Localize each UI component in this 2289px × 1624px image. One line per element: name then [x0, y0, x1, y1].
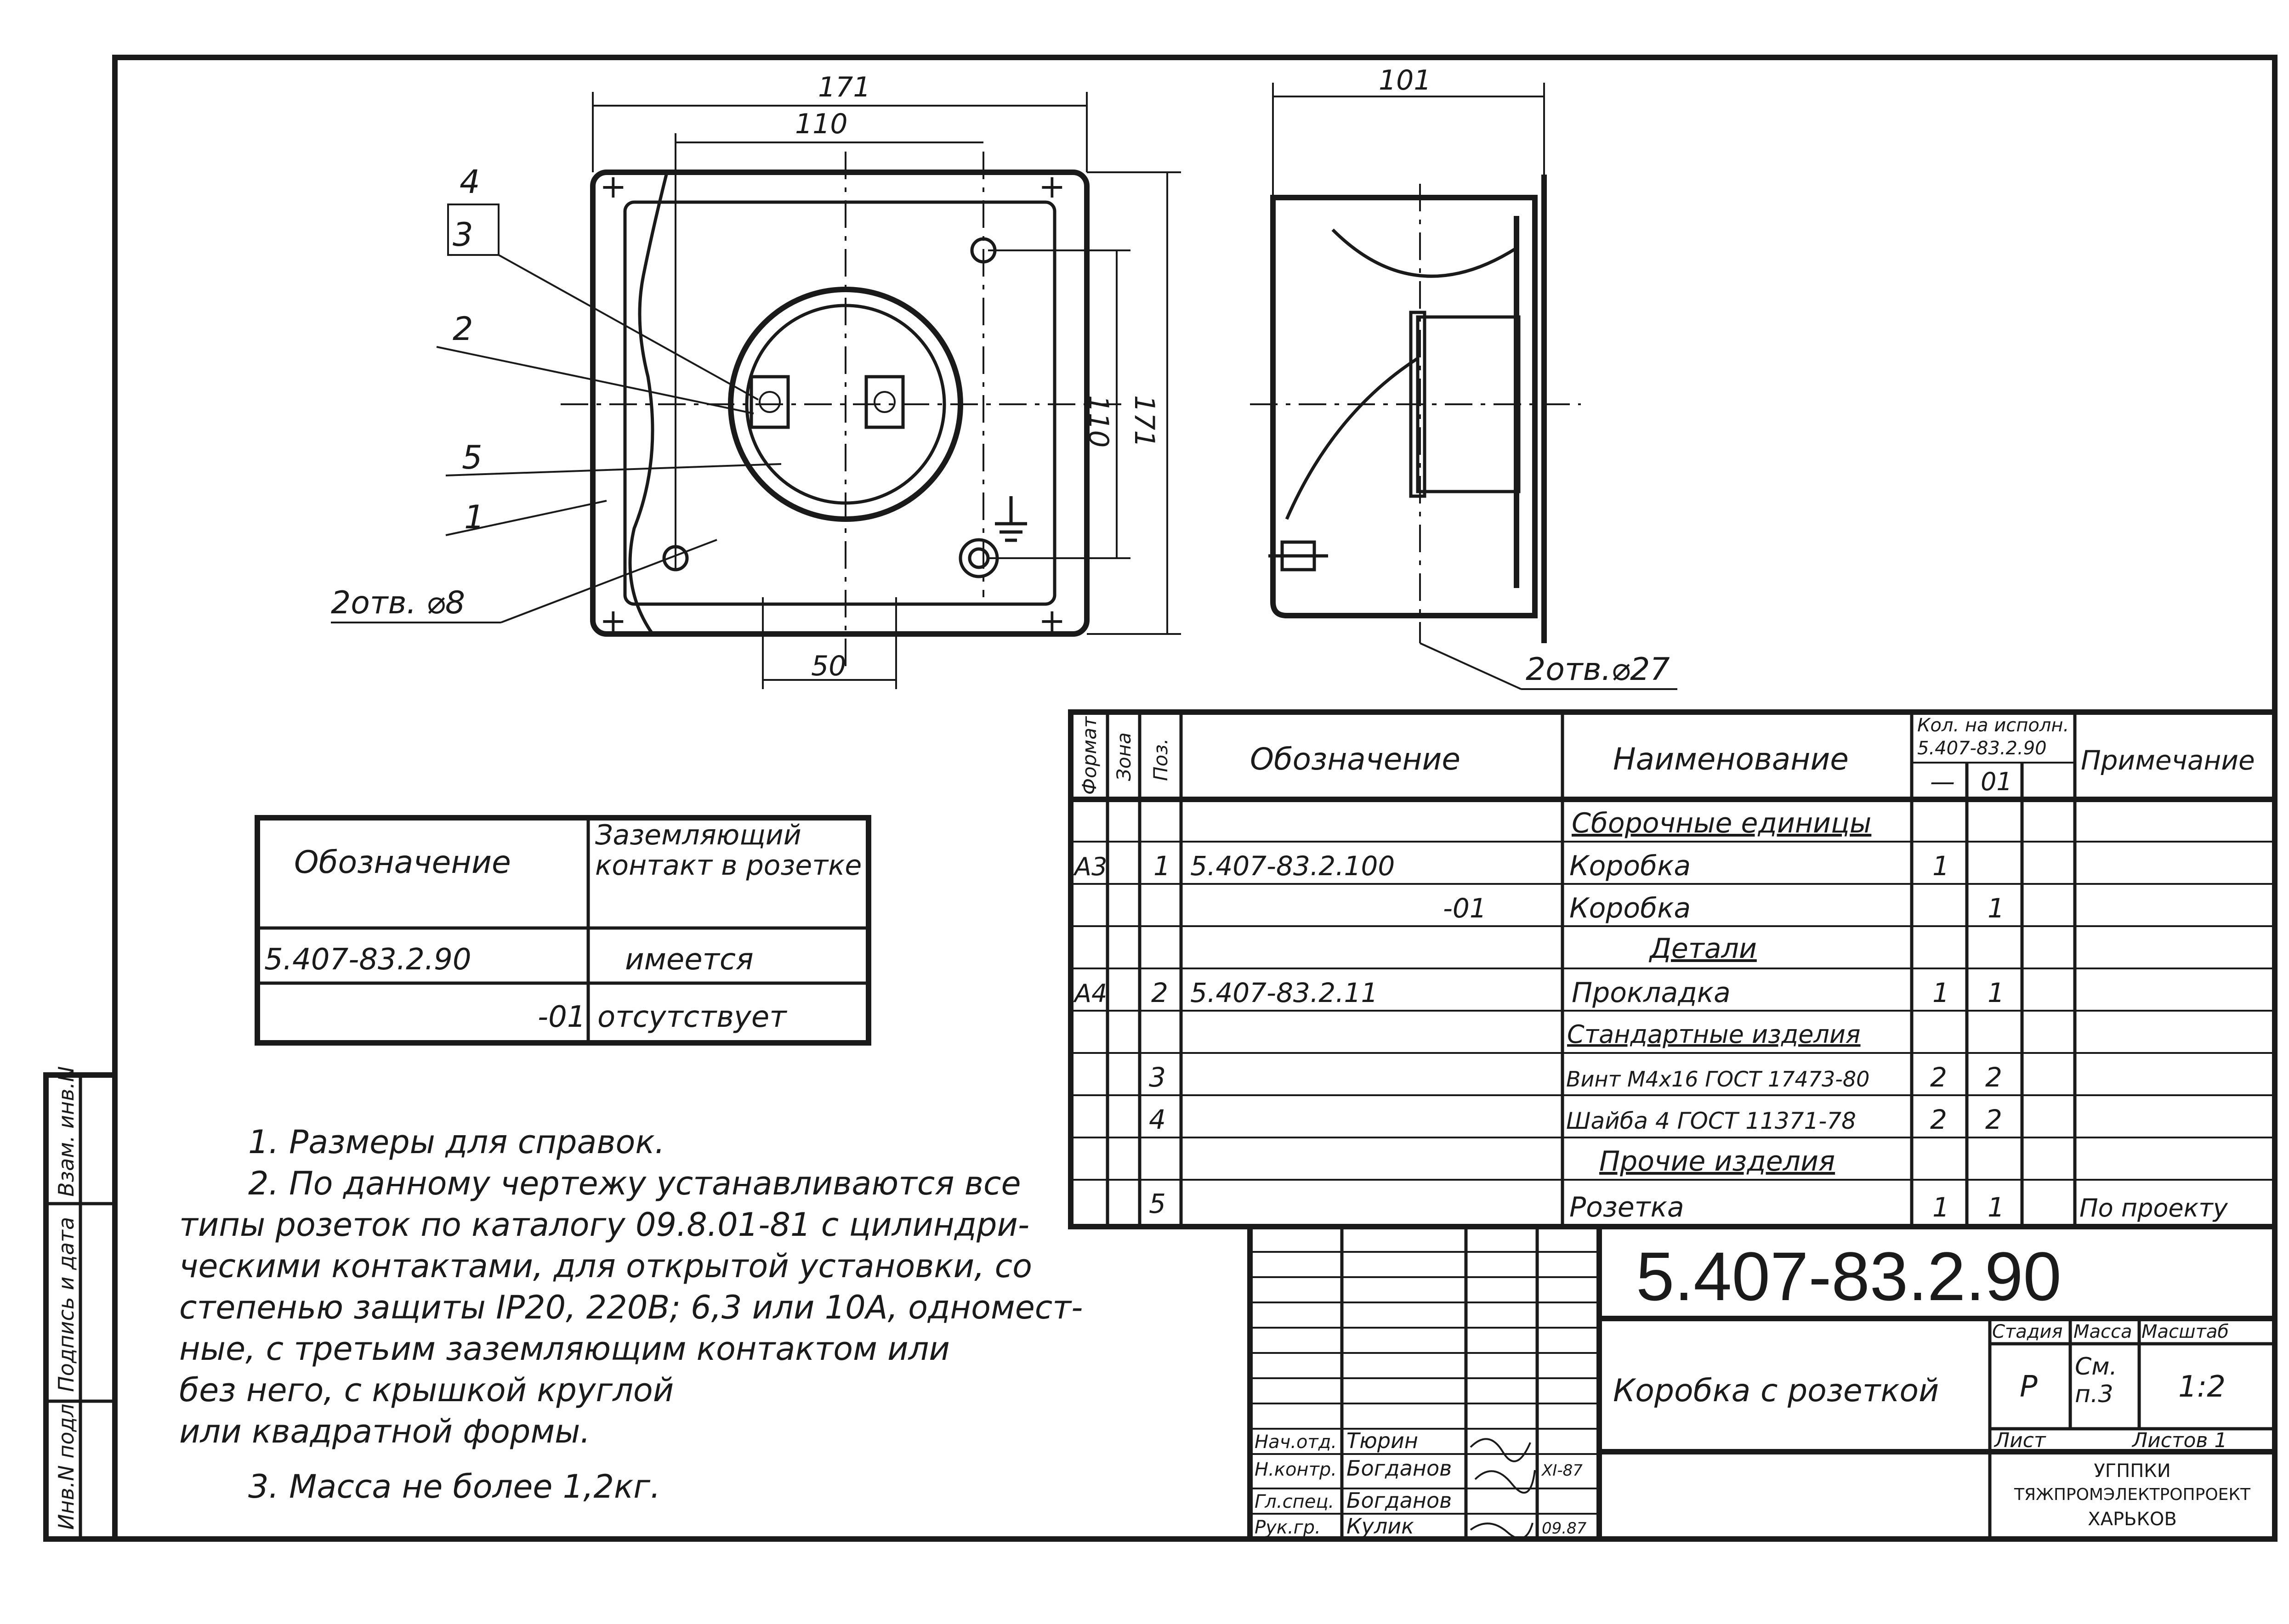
- callout-3: 3: [453, 216, 473, 254]
- spec-row-6-q2: 2: [1985, 1062, 2002, 1093]
- spec-row-2-name: Коробка: [1569, 892, 1691, 924]
- spec-section-other: Прочие изделия: [1599, 1145, 1835, 1177]
- spec-row-9-note: По проекту: [2079, 1194, 2228, 1222]
- spec-row-1-name: Коробка: [1569, 850, 1691, 882]
- spec-row-4-q2: 1: [1988, 977, 2005, 1008]
- dim-overall-height: 171: [1128, 395, 1160, 448]
- spec-row-9-q1: 1: [1932, 1192, 1949, 1223]
- mass-value: См. п.3: [2075, 1353, 2118, 1408]
- note-line-7: без него, с крышкой круглой: [179, 1371, 674, 1409]
- hole-note-side: 2отв.⌀27: [1526, 651, 1670, 688]
- callout-2: 2: [453, 310, 473, 348]
- callouts: [331, 163, 781, 622]
- org-line-3: ХАРЬКОВ: [2088, 1509, 2177, 1530]
- spec-row-7-pos: 4: [1149, 1104, 1166, 1135]
- spec-header-qty-col1: —: [1930, 767, 1955, 796]
- hole-note-front: 2отв. ⌀8: [331, 585, 465, 621]
- spec-row-6-pos: 3: [1149, 1062, 1166, 1093]
- svg-text:+: +: [1039, 168, 1066, 205]
- spec-row-4-format: А4: [1074, 979, 1108, 1008]
- note-line-2: 2. По данному чертежу устанавливаются все: [248, 1165, 1021, 1202]
- spec-row-9-q2: 1: [1988, 1192, 2005, 1223]
- stage-value: Р: [2020, 1370, 2038, 1404]
- spec-row-2-q2: 1: [1988, 893, 2005, 924]
- stamp-signature-date: Подпись и дата: [54, 1217, 79, 1392]
- sig-name-4: Кулик: [1346, 1514, 1414, 1539]
- note-line-9: 3. Масса не более 1,2кг.: [248, 1468, 661, 1505]
- stamp-inv-no: Инв.N подл.: [54, 1397, 79, 1530]
- variants-table: [257, 818, 869, 1043]
- document-title: Коробка с розеткой: [1613, 1373, 1939, 1409]
- variants-row-1-contact: имеется: [625, 943, 754, 977]
- note-line-6: ные, с третьим заземляющим контактом или: [179, 1330, 950, 1368]
- note-line-8: или квадратной формы.: [179, 1413, 591, 1450]
- spec-header-zone: Зона: [1113, 732, 1135, 781]
- spec-section-assemblies: Сборочные единицы: [1572, 807, 1872, 839]
- spec-row-6-q1: 2: [1930, 1062, 1947, 1093]
- spec-row-4-name: Прокладка: [1572, 977, 1731, 1009]
- variants-header-designation: Обозначение: [294, 844, 511, 881]
- sig-role-4: Рук.гр.: [1255, 1517, 1321, 1538]
- dim-offset: 50: [811, 650, 846, 682]
- spec-header-note: Примечание: [2081, 745, 2255, 776]
- spec-row-4-designation: 5.407-83.2.11: [1190, 977, 1378, 1008]
- spec-row-2-designation: -01: [1443, 893, 1487, 924]
- sig-date-2: XI-87: [1542, 1461, 1583, 1480]
- spec-header-name: Наименование: [1613, 741, 1849, 777]
- spec-section-details: Детали: [1650, 933, 1757, 965]
- org-line-2: ТЯЖПРОМЭЛЕКТРОПРОЕКТ: [2014, 1485, 2250, 1504]
- spec-header-format: Формат: [1078, 716, 1101, 795]
- note-line-1: 1. Размеры для справок.: [248, 1123, 665, 1161]
- org-line-1: УГППКИ: [2094, 1460, 2171, 1482]
- side-view-dimensions: [1273, 64, 1677, 689]
- stage-label: Стадия: [1992, 1321, 2063, 1342]
- svg-text:+: +: [1039, 602, 1066, 639]
- spec-row-1-q1: 1: [1932, 850, 1949, 882]
- note-line-5: степенью защиты IP20, 220В; 6,3 или 10А, одномест-: [179, 1289, 1083, 1326]
- front-view-dimensions: [593, 71, 1181, 689]
- spec-header-qty: Кол. на исполн.: [1917, 715, 2069, 736]
- spec-header-qty-col2: 01: [1981, 767, 2012, 796]
- svg-text:+: +: [600, 602, 627, 639]
- scale-label: Масштаб: [2141, 1321, 2229, 1342]
- spec-row-4-pos: 2: [1151, 977, 1168, 1008]
- callout-4: 4: [460, 163, 480, 201]
- dim-hole-spacing-h: 110: [795, 108, 848, 140]
- mass-label: Масса: [2073, 1321, 2132, 1342]
- callout-1: 1: [464, 498, 485, 536]
- sig-role-1: Нач.отд.: [1255, 1432, 1337, 1453]
- spec-row-4-q1: 1: [1932, 977, 1949, 1008]
- spec-row-7-q1: 2: [1930, 1104, 1947, 1135]
- spec-header-qty-code: 5.407-83.2.90: [1917, 738, 2047, 759]
- spec-table: [1071, 712, 2275, 1227]
- variants-row-2-contact: отсутствует: [597, 1000, 787, 1034]
- document-code: 5.407-83.2.90: [1636, 1238, 2062, 1315]
- front-view: [561, 152, 1121, 666]
- notes: [179, 1123, 1083, 1505]
- sig-role-2: Н.контр.: [1255, 1459, 1337, 1480]
- variants-header-contact: Заземляющий контакт в розетке: [595, 820, 862, 882]
- sig-name-1: Тюрин: [1346, 1428, 1418, 1453]
- sheets-label: Листов 1: [2132, 1429, 2227, 1452]
- sig-name-2: Богданов: [1346, 1456, 1452, 1481]
- dim-depth: 101: [1379, 64, 1431, 96]
- side-view: [1250, 175, 1581, 643]
- variants-row-2-designation: -01: [538, 1000, 586, 1034]
- dim-overall-width: 171: [818, 71, 871, 103]
- stamp-replace-inv: Взам. инв.N: [54, 1066, 79, 1197]
- scale-value: 1:2: [2178, 1370, 2226, 1404]
- spec-row-1-designation: 5.407-83.2.100: [1190, 850, 1395, 882]
- spec-row-9-name: Розетка: [1569, 1191, 1684, 1223]
- spec-row-1-pos: 1: [1153, 850, 1170, 882]
- sig-role-3: Гл.спец.: [1255, 1491, 1335, 1512]
- callout-5: 5: [462, 439, 483, 476]
- spec-row-9-pos: 5: [1149, 1188, 1166, 1219]
- spec-section-standard: Стандартные изделия: [1567, 1020, 1861, 1049]
- side-stamp: [46, 1066, 115, 1539]
- svg-text:+: +: [600, 168, 627, 205]
- spec-row-7-q2: 2: [1985, 1104, 2002, 1135]
- note-line-4: ческими контактами, для открытой установки, со: [179, 1247, 1032, 1285]
- sheet-label: Лист: [1994, 1429, 2046, 1452]
- title-block: [1250, 1227, 2275, 1539]
- spec-row-1-format: А3: [1074, 852, 1108, 881]
- dim-hole-spacing-v: 110: [1082, 395, 1114, 448]
- spec-row-6-name: Винт М4х16 ГОСТ 17473-80: [1566, 1067, 1870, 1092]
- spec-header-designation: Обозначение: [1250, 741, 1460, 777]
- spec-row-7-name: Шайба 4 ГОСТ 11371-78: [1566, 1108, 1856, 1134]
- sig-name-3: Богданов: [1346, 1488, 1452, 1513]
- variants-row-1-designation: 5.407-83.2.90: [264, 943, 471, 977]
- sig-date-4: 09.87: [1542, 1519, 1587, 1538]
- spec-header-pos: Поз.: [1149, 738, 1172, 781]
- note-line-3: типы розеток по каталогу 09.8.01-81 с цилиндри-: [179, 1206, 1030, 1244]
